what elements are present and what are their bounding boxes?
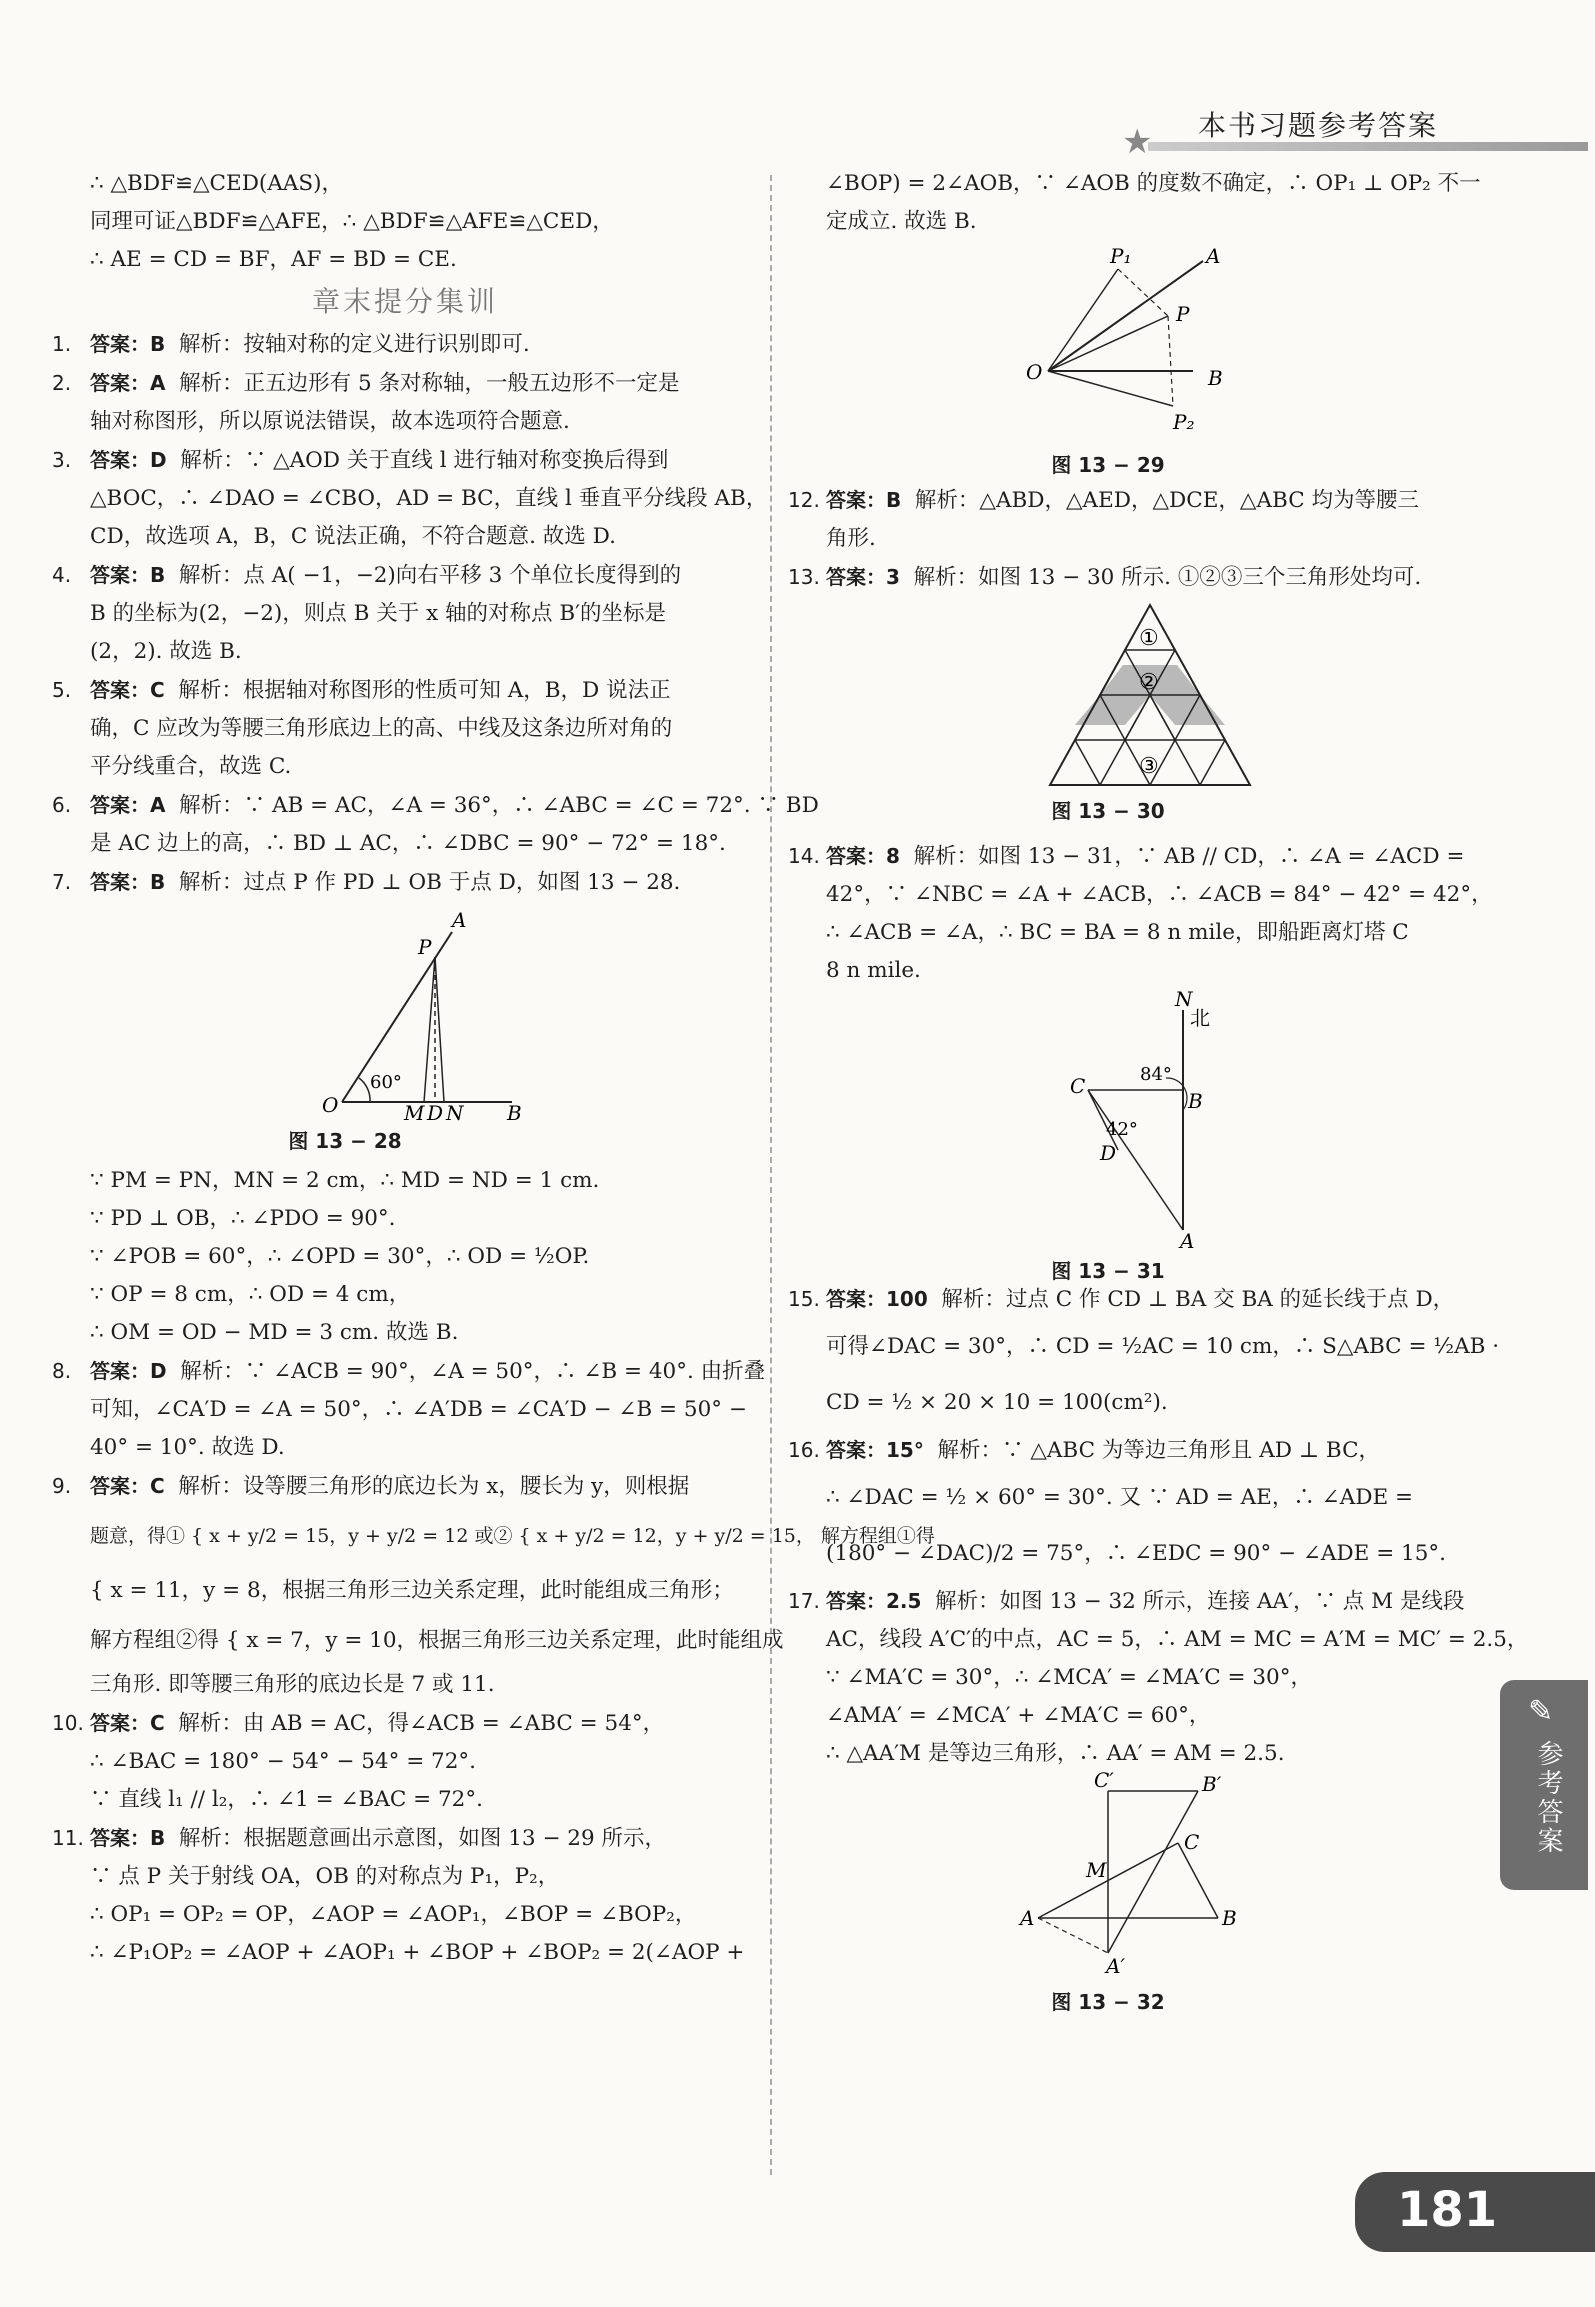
figure-13-30-drawing [788,597,1488,797]
text-line: ∴ OP₁ = OP₂ = OP，∠AOP = ∠AOP₁，∠BOP = ∠BOP₂， [90,1902,697,1927]
explanation: 解析：按轴对称的定义进行识别即可. [178,332,530,357]
star-icon: ★ [1122,122,1153,162]
label-o: O [322,1093,339,1117]
answer-label: 答案：C [90,678,165,702]
answer-16 [788,1431,1488,1470]
text-line: 40° = 10°. 故选 D. [90,1435,285,1460]
label-p1: P₁ [1110,244,1132,268]
text-line: ∵ 点 P 关于射线 OA，OB 的对称点为 P₁，P₂， [90,1864,560,1889]
text-line: 定成立. 故选 B. [826,209,977,234]
explanation: 解析：根据轴对称图形的性质可知 A，B，D 说法正 [178,678,671,703]
answer-17 [788,1582,1488,1621]
text-line: 同理可证△BDF≌△AFE，∴ △BDF≌△AFE≌△CED， [90,209,614,234]
answer-label: 答案：B [90,870,166,894]
text-line: ∠AMA′ = ∠MCA′ + ∠MA′C = 60°， [826,1703,1211,1728]
figure-13-28 [52,902,758,1162]
label-b: B [1208,366,1223,390]
header-title: 本书习题参考答案 [1197,109,1438,142]
explanation: 解析：如图 13 − 30 所示. ①②③三个三角形处均可. [913,565,1422,590]
answer-label: 答案：100 [826,1287,928,1311]
section-title: 章末提分集训 [311,285,498,318]
text-line: ∴ OM = OD − MD = 3 cm. 故选 B. [90,1320,459,1345]
text-line: 是 AC 边上的高，∴ BD ⊥ AC，∴ ∠DBC = 90° − 72° = 18°. [90,831,726,856]
explanation: 解析：过点 C 作 CD ⊥ BA 交 BA 的延长线于点 D， [941,1287,1455,1312]
question-number: 5. [52,678,72,702]
text-line: ∴ ∠BAC = 180° − 54° − 54° = 72°. [90,1749,476,1774]
answer-label: 答案：B [90,563,166,587]
explanation: 解析：如图 13 − 32 所示，连接 AA′，∵ 点 M 是线段 [935,1589,1465,1614]
region-label-3: ③ [1139,754,1159,779]
text-line: 42°，∵ ∠NBC = ∠A + ∠ACB，∴ ∠ACB = 84° − 42° = 42°， [826,882,1493,907]
text-line: ∵ ∠MA′C = 30°，∴ ∠MCA′ = ∠MA′C = 30°， [826,1665,1312,1690]
answer-label: 答案：C [90,1711,165,1735]
explanation: 解析：∵ △ABC 为等边三角形且 AD ⊥ BC， [937,1438,1381,1463]
label-a: A [452,908,467,932]
answer-12 [788,481,1488,520]
angle-84: 84° [1140,1064,1172,1085]
text-line: AC，线段 A′C′的中点，AC = 5，∴ AM = MC = A′M = MC′ = 2.5， [826,1627,1529,1652]
explanation: 解析：∵ △AOD 关于直线 l 进行轴对称变换后得到 [180,448,669,473]
figure-caption: 图 13 − 28 [288,1129,402,1153]
label-p2: P₂ [1173,410,1195,434]
pen-icon: ✎ [1528,1694,1554,1729]
question-number: 16. [788,1438,820,1462]
angle-42: 42° [1106,1119,1138,1140]
explanation: 解析：如图 13 − 31，∵ AB // CD，∴ ∠A = ∠ACD = [913,844,1465,869]
text-line: 确，C 应改为等腰三角形底边上的高、中线及这条边所对角的 [90,716,673,741]
angle-label: 60° [370,1072,402,1093]
explanation: 解析：过点 P 作 PD ⊥ OB 于点 D，如图 13 − 28. [178,870,681,895]
label-n: N [1175,987,1193,1011]
label-a: A [1180,1229,1195,1253]
answer-label: 答案：D [90,448,167,472]
label-d: D [427,1101,444,1125]
question-number: 11. [52,1826,84,1850]
answer-1 [52,325,758,364]
answer-7 [52,863,758,902]
explanation: 解析：由 AB = AC，得∠ACB = ∠ABC = 54°， [178,1711,665,1736]
answer-9 [52,1467,758,1506]
text-line: 轴对称图形，所以原说法错误，故本选项符合题意. [90,409,570,434]
label-a: A [1206,244,1221,268]
question-number: 12. [788,488,820,512]
answer-label: 答案：A [90,793,166,817]
answer-11 [52,1819,758,1858]
label-c: C [1184,1830,1200,1854]
label-b: B [507,1101,522,1125]
text-line: 可知，∠CA′D = ∠A = 50°，∴ ∠A′DB = ∠CA′D − ∠B = 50° − [90,1397,747,1422]
text-line: ∵ OP = 8 cm，∴ OD = 4 cm， [90,1282,411,1307]
explanation: 解析：∵ AB = AC，∠A = 36°，∴ ∠ABC = ∠C = 72°. ∵ BD [179,793,819,818]
figure-13-28-drawing [52,902,758,1132]
text-line: (180° − ∠DAC)/2 = 75°，∴ ∠EDC = 90° − ∠ADE = 15°. [826,1541,1446,1566]
answer-label: 答案：2.5 [826,1589,922,1613]
label-north: 北 [1190,1006,1210,1030]
text-line: 三角形. 即等腰三角形的底边长是 7 或 11. [90,1672,495,1697]
answer-label: 答案：B [826,488,902,512]
text-line: 题意，得① { x + y/2 = 15，y + y/2 = 12 或② { x + y/2 = 12，y + y/2 = 15， 解方程组①得 [90,1525,935,1547]
figure-13-32 [788,1768,1488,2014]
question-number: 1. [52,332,72,356]
right-column [788,165,1529,2014]
question-number: 15. [788,1287,820,1311]
figure-13-30 [788,597,1488,837]
answer-8 [52,1352,766,1391]
answer-label: 答案：B [90,332,166,356]
answer-5 [52,671,758,710]
text-line: ∴ ∠DAC = ½ × 60° = 30°. 又 ∵ AD = AE，∴ ∠ADE = [826,1485,1414,1510]
answer-label: 答案：3 [826,565,900,589]
region-label-1: ① [1139,626,1159,651]
text-line: ∴ ∠P₁OP₂ = ∠AOP + ∠AOP₁ + ∠BOP + ∠BOP₂ = 2(∠AOP + [90,1940,745,1965]
text-line: 平分线重合，故选 C. [90,754,292,779]
page-number: 181 [1397,2182,1498,2238]
figure-caption: 图 13 − 32 [1051,1990,1165,2014]
text-line: ∴ ∠ACB = ∠A，∴ BC = BA = 8 n mile，即船距离灯塔 C [826,920,1409,945]
text-line: ∵ PM = PN，MN = 2 cm，∴ MD = ND = 1 cm. [90,1168,600,1193]
answer-label: 答案：15° [826,1438,924,1462]
text-line: ∴ △AA′M 是等边三角形，∴ AA′ = AM = 2.5. [826,1741,1285,1766]
text-line: 可得∠DAC = 30°，∴ CD = ½AC = 10 cm，∴ S△ABC = ½AB · [826,1334,1500,1359]
label-c-prime: C′ [1094,1768,1114,1792]
figure-13-32-drawing [788,1768,1488,1983]
label-a: A [1020,1906,1035,1930]
question-number: 14. [788,844,820,868]
label-m: M [1086,1858,1107,1882]
label-p: P [1176,302,1190,326]
explanation: 解析：正五边形有 5 条对称轴，一般五边形不一定是 [179,371,680,396]
label-p: P [418,935,432,959]
figure-13-31 [788,987,1488,1283]
text-line: △BOC，∴ ∠DAO = ∠CBO，AD = BC，直线 l 垂直平分线段 AB， [90,486,768,511]
question-number: 4. [52,563,72,587]
explanation: 解析：△ABD，△AED，△DCE，△ABC 均为等腰三 [914,488,1419,513]
label-c: C [1070,1074,1086,1098]
page-number-badge [1355,2172,1595,2252]
label-b: B [1188,1089,1203,1113]
explanation: 解析：设等腰三角形的底边长为 x，腰长为 y，则根据 [178,1474,690,1499]
label-b: B [1222,1906,1237,1930]
answer-4 [52,556,758,595]
answer-14 [788,837,1488,876]
figure-caption: 图 13 − 30 [1051,799,1165,823]
question-number: 6. [52,793,72,817]
text-line: ∴ AE = CD = BF，AF = BD = CE. [90,247,457,272]
question-number: 3. [52,448,72,472]
figure-13-29-drawing [788,241,1488,451]
question-number: 9. [52,1474,72,1498]
explanation: 解析：∵ ∠ACB = 90°，∠A = 50°，∴ ∠B = 40°. 由折叠 [180,1359,766,1384]
answer-label: 答案：C [90,1474,165,1498]
region-label-2: ② [1139,670,1159,695]
label-a-prime: A′ [1106,1954,1125,1978]
answer-10 [52,1704,758,1743]
text-line: CD = ½ × 20 × 10 = 100(cm²). [826,1390,1168,1415]
question-number: 7. [52,870,72,894]
answer-13 [788,558,1488,597]
question-number: 2. [52,371,72,395]
text-line: 解方程组②得 { x = 7，y = 10，根据三角形三边关系定理，此时能组成 [90,1628,784,1653]
question-number: 13. [788,565,820,589]
label-b-prime: B′ [1202,1772,1222,1796]
label-o: O [1026,360,1043,384]
text-line: 8 n mile. [826,958,921,983]
explanation: 解析：根据题意画出示意图，如图 13 − 29 所示， [178,1826,666,1851]
text-line: CD，故选项 A，B，C 说法正确，不符合题意. 故选 D. [90,524,616,549]
text-line: ∠BOP) = 2∠AOB，∵ ∠AOB 的度数不确定，∴ OP₁ ⊥ OP₂ 不一 [826,171,1481,196]
text-line: ∵ 直线 l₁ // l₂，∴ ∠1 = ∠BAC = 72°. [90,1787,483,1812]
answer-3 [52,441,758,480]
text-line: B 的坐标为(2，−2)，则点 B 关于 x 轴的对称点 B′的坐标是 [90,601,667,626]
column-divider [770,175,772,2175]
label-n: N [446,1101,464,1125]
text-line: (2，2). 故选 B. [90,639,242,664]
answer-label: 答案：A [90,371,166,395]
answer-2 [52,364,758,403]
side-tab [1500,1680,1588,1890]
figure-caption: 图 13 − 29 [1051,453,1165,477]
text-line: ∵ ∠POB = 60°，∴ ∠OPD = 30°，∴ OD = ½OP. [90,1244,590,1269]
figure-caption: 图 13 − 31 [1051,1259,1165,1283]
text-line: { x = 11，y = 8，根据三角形三边关系定理，此时能组成三角形； [90,1578,734,1603]
explanation: 解析：点 A( −1，−2)向右平移 3 个单位长度得到的 [178,563,682,588]
figure-13-31-drawing [788,987,1488,1253]
answer-label: 答案：D [90,1359,167,1383]
figure-13-29 [788,241,1488,481]
answer-label: 答案：B [90,1826,166,1850]
question-number: 17. [788,1589,820,1613]
label-m: M [404,1101,425,1125]
label-d: D [1100,1141,1117,1165]
question-number: 10. [52,1711,84,1735]
text-line: ∵ PD ⊥ OB，∴ ∠PDO = 90°. [90,1206,396,1231]
side-tab-label: 参考答案 [1533,1740,1563,1856]
text-line: 角形. [826,526,876,551]
text-line: ∴ △BDF≌△CED(AAS)， [90,171,343,196]
answer-label: 答案：8 [826,844,900,868]
answer-6 [52,786,819,825]
question-number: 8. [52,1359,72,1383]
